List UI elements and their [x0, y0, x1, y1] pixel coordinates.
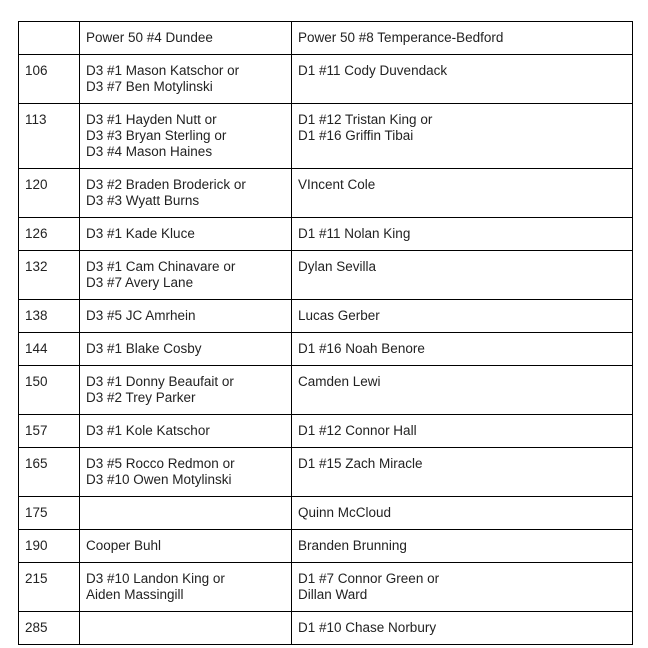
- table-row: [19, 300, 633, 333]
- temperance-cell: D1 #7 Connor Green or Dillan Ward: [292, 563, 633, 612]
- table-row: [19, 612, 633, 645]
- dundee-cell: D3 #5 Rocco Redmon or D3 #10 Owen Motylinski: [80, 448, 292, 497]
- table-row: [19, 530, 633, 563]
- weight-cell: 165: [19, 448, 80, 497]
- temperance-cell: D1 #11 Nolan King: [292, 218, 633, 251]
- table-row: [19, 55, 633, 104]
- temperance-cell: Camden Lewi: [292, 366, 633, 415]
- weight-cell: 138: [19, 300, 80, 333]
- dundee-cell: D3 #5 JC Amrhein: [80, 300, 292, 333]
- table-row: [19, 497, 633, 530]
- table-row: [19, 104, 633, 169]
- header-temperance-cell: Power 50 #8 Temperance-Bedford: [292, 22, 633, 55]
- dundee-cell: [80, 612, 292, 645]
- weight-cell: 113: [19, 104, 80, 169]
- dundee-cell: D3 #1 Hayden Nutt or D3 #3 Bryan Sterling or D3 #4 Mason Haines: [80, 104, 292, 169]
- weight-cell: 190: [19, 530, 80, 563]
- temperance-cell: D1 #12 Connor Hall: [292, 415, 633, 448]
- temperance-cell: Dylan Sevilla: [292, 251, 633, 300]
- temperance-cell: D1 #15 Zach Miracle: [292, 448, 633, 497]
- dundee-cell: D3 #1 Kade Kluce: [80, 218, 292, 251]
- dundee-cell: D3 #10 Landon King or Aiden Massingill: [80, 563, 292, 612]
- dundee-cell: D3 #2 Braden Broderick or D3 #3 Wyatt Burns: [80, 169, 292, 218]
- table-row: [19, 415, 633, 448]
- weight-cell: 215: [19, 563, 80, 612]
- weight-cell: 132: [19, 251, 80, 300]
- weight-cell: 144: [19, 333, 80, 366]
- table-row: [19, 366, 633, 415]
- header-dundee-cell: Power 50 #4 Dundee: [80, 22, 292, 55]
- temperance-cell: Branden Brunning: [292, 530, 633, 563]
- weight-cell: 175: [19, 497, 80, 530]
- dundee-cell: D3 #1 Blake Cosby: [80, 333, 292, 366]
- weight-cell: 285: [19, 612, 80, 645]
- dundee-cell: D3 #1 Donny Beaufait or D3 #2 Trey Parker: [80, 366, 292, 415]
- dundee-cell: D3 #1 Cam Chinavare or D3 #7 Avery Lane: [80, 251, 292, 300]
- temperance-cell: D1 #12 Tristan King or D1 #16 Griffin Tibai: [292, 104, 633, 169]
- lineup-table: [18, 21, 633, 645]
- weight-cell: 150: [19, 366, 80, 415]
- temperance-cell: Lucas Gerber: [292, 300, 633, 333]
- weight-cell: 120: [19, 169, 80, 218]
- dundee-cell: D3 #1 Kole Katschor: [80, 415, 292, 448]
- table-row: [19, 251, 633, 300]
- header-weight-cell: [19, 22, 80, 55]
- dundee-cell: Cooper Buhl: [80, 530, 292, 563]
- temperance-cell: D1 #10 Chase Norbury: [292, 612, 633, 645]
- temperance-cell: D1 #16 Noah Benore: [292, 333, 633, 366]
- weight-cell: 157: [19, 415, 80, 448]
- dundee-cell: [80, 497, 292, 530]
- weight-cell: 126: [19, 218, 80, 251]
- table-row: [19, 448, 633, 497]
- table-row: [19, 169, 633, 218]
- weight-cell: 106: [19, 55, 80, 104]
- table-row: [19, 333, 633, 366]
- temperance-cell: VIncent Cole: [292, 169, 633, 218]
- temperance-cell: D1 #11 Cody Duvendack: [292, 55, 633, 104]
- table-row: [19, 218, 633, 251]
- table-header-row: [19, 22, 633, 55]
- lineup-table-container: [18, 21, 632, 645]
- dundee-cell: D3 #1 Mason Katschor or D3 #7 Ben Motylinski: [80, 55, 292, 104]
- temperance-cell: Quinn McCloud: [292, 497, 633, 530]
- table-row: [19, 563, 633, 612]
